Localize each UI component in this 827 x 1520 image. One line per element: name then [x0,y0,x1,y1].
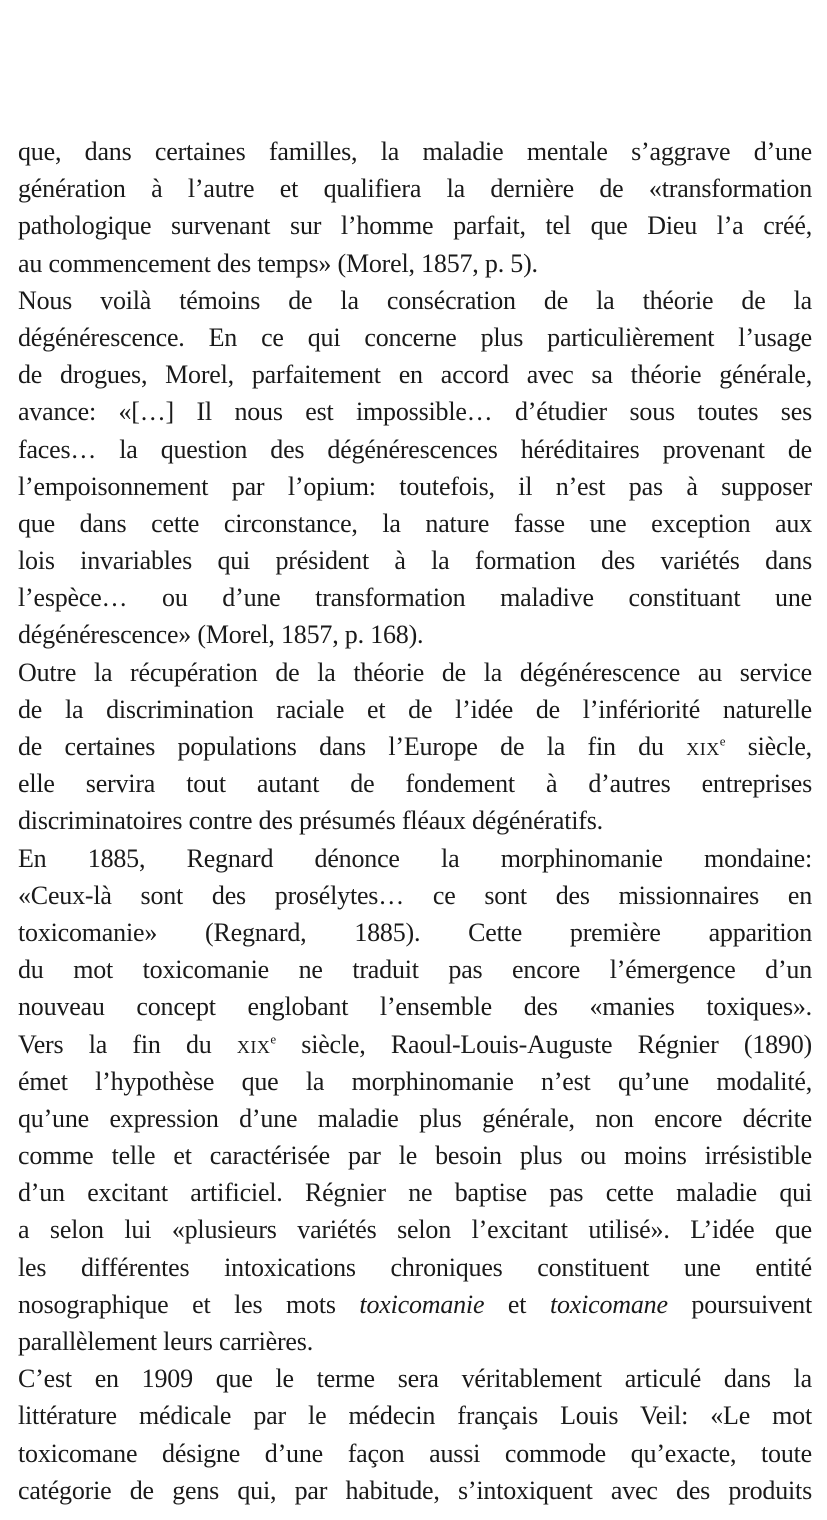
text-line [18,951,812,988]
text-line [18,1323,812,1360]
text-segment: que dans cette circonstance, la nature fasse une exception aux [18,508,812,538]
text-line [18,319,812,356]
text-line [18,542,812,579]
text-line [18,988,812,1025]
text-segment: En 1885, Regnard dénonce la morphinomanie mondaine: [18,843,812,873]
text-segment: Outre la récupération de la théorie de la dégénérescence au service [18,657,812,687]
text-line [18,1435,812,1472]
text-line [18,170,812,207]
text-line [18,431,812,468]
text-segment: d’un excitant artificiel. Régnier ne baptise pas cette maladie qui [18,1178,812,1208]
text-segment: toxicomanie» (Regnard, 1885). Cette première apparition [18,917,812,947]
body-text [18,133,812,1509]
text-line [18,1360,812,1397]
small-caps-numeral: xix [236,1029,271,1059]
text-segment: dégénérescence. En ce qui concerne plus particulièrement l’usage [18,322,812,352]
text-line [18,1397,812,1434]
text-line [18,245,812,282]
text-line [18,840,812,877]
text-segment: siècle, [725,732,812,761]
text-segment: littérature médicale par le médecin français Louis Veil: «Le mot [18,1401,812,1431]
text-segment: siècle, Raoul-Louis-Auguste Régnier (1890) [275,1029,813,1059]
text-line [18,654,812,691]
text-segment: parallèlement leurs carrières. [18,1327,313,1356]
text-segment: l’empoisonnement par l’opium: toutefois, il n’est pas à supposer [18,471,812,501]
text-segment: de la discrimination raciale et de l’idée de l’infériorité naturelle [18,694,812,724]
text-line [18,207,812,244]
superscript: e [270,1030,276,1046]
text-line [18,877,812,914]
text-segment: émet l’hypothèse que la morphinomanie n’est qu’une modalité, [18,1066,812,1096]
text-line [18,1026,812,1063]
text-segment: avance: «[…] Il nous est impossible… d’étudier sous toutes ses [18,397,812,427]
text-segment: Nous voilà témoins de la consécration de la théorie de la [18,285,812,315]
text-segment: du mot toxicomanie ne traduit pas encore l’émergence d’un [18,955,812,985]
text-segment: qu’une expression d’une maladie plus générale, non encore décrite [18,1103,812,1133]
paragraph [18,133,812,282]
text-line [18,765,812,802]
text-line [18,802,812,839]
text-segment: lois invariables qui président à la formation des variétés dans [18,546,812,576]
text-line [18,356,812,393]
text-segment: C’est en 1909 que le terme sera véritablement articulé dans la [18,1364,812,1394]
text-line [18,616,812,653]
text-line [18,133,812,170]
text-segment: «Ceux-là sont des prosélytes… ce sont des missionnaires en [18,880,812,910]
text-line [18,691,812,728]
text-segment: au commencement des temps» (Morel, 1857, p. 5). [18,248,538,278]
text-segment: a selon lui «plusieurs variétés selon l’excitant utilisé». L’idée que [18,1215,812,1245]
text-segment: les différentes intoxications chroniques constituent une entité [18,1252,812,1282]
italic-term: toxicomanie [359,1289,485,1319]
text-line [18,579,812,616]
text-segment: comme telle et caractérisée par le besoin plus ou moins irrésistible [18,1141,812,1171]
italic-term: toxicomane [549,1289,668,1319]
page-body [18,133,812,1509]
text-segment: elle servira tout autant de fondement à d’autres entreprises [18,769,812,799]
text-line [18,393,812,430]
text-segment: Vers la fin du [18,1029,237,1059]
text-line [18,505,812,542]
paragraph [18,654,812,840]
text-segment: de drogues, Morel, parfaitement en accord avec sa théorie générale, [18,360,812,390]
superscript: e [719,733,726,749]
text-segment: pathologique survenant sur l’homme parfait, tel que Dieu l’a créé, [18,211,812,241]
text-segment: discriminatoires contre des présumés fléaux dégénératifs. [18,806,603,836]
paragraph [18,1360,812,1509]
paragraph [18,282,812,654]
text-line [18,282,812,319]
text-line [18,1174,812,1211]
text-line [18,1100,812,1137]
text-segment: faces… la question des dégénérescences héréditaires provenant de [18,434,812,464]
text-line [18,1249,812,1286]
text-line [18,728,812,765]
text-segment: poursuivent [667,1289,812,1319]
text-line [18,1472,812,1509]
text-line [18,1286,812,1323]
text-line [18,1211,812,1248]
text-segment: dégénérescence» (Morel, 1857, p. 168). [18,620,424,650]
text-segment: et [484,1289,550,1319]
text-segment: génération à l’autre et qualifiera la dernière de «transformation [18,174,812,204]
text-line [18,1063,812,1100]
text-segment: toxicomane désigne d’une façon aussi commode qu’exacte, toute [18,1438,812,1468]
text-segment: nouveau concept englobant l’ensemble des «manies toxiques». [18,992,812,1022]
text-line [18,1137,812,1174]
text-segment: nosographique et les mots [18,1289,360,1319]
text-segment: que, dans certaines familles, la maladie mentale s’aggrave d’une [18,137,812,166]
text-segment: catégorie de gens qui, par habitude, s’intoxiquent avec des produits [18,1475,812,1505]
paragraph [18,840,812,1361]
text-segment: l’espèce… ou d’une transformation maladive constituant une [18,583,812,613]
text-line [18,914,812,951]
small-caps-numeral: xix [686,732,720,761]
text-segment: de certaines populations dans l’Europe de la fin du [18,732,687,761]
text-line [18,468,812,505]
